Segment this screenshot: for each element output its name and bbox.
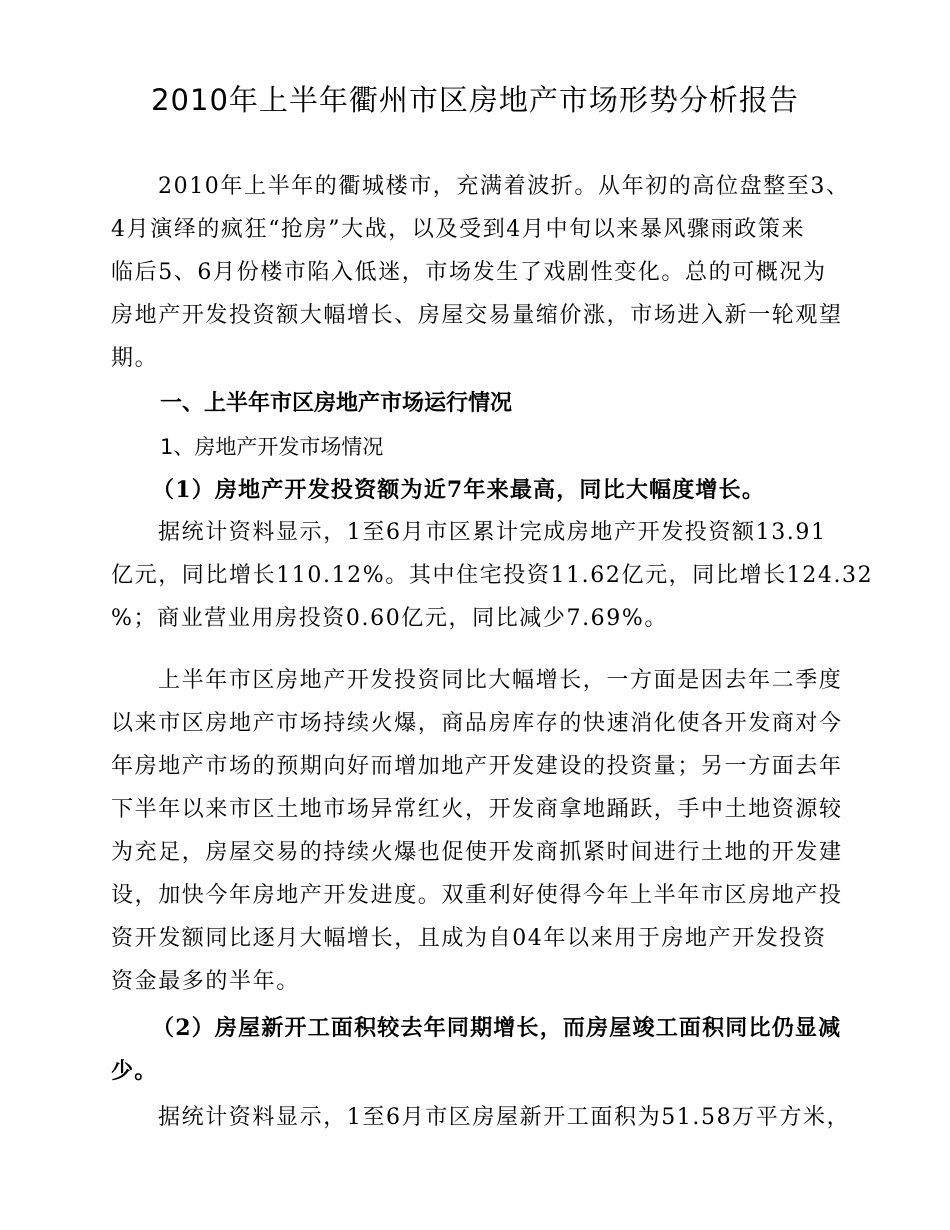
point-1-heading: （1）房地产开发投资额为近7年来最高，同比大幅度增长。 [152,477,766,503]
analysis-line-6: 设，加快今年房地产开发进度。双重利好使得今年上半年市区房地产投 [111,883,843,908]
point-1-line-3: %；商业营业用房投资0.60亿元，同比减少7.69%。 [111,606,668,631]
intro-line-3: 临后5、6月份楼市陷入低迷，市场发生了戏剧性变化。总的可概况为 [111,260,827,285]
point-2-line-1: 据统计资料显示，1至6月市区房屋新开工面积为51.58万平方米， [158,1105,851,1130]
intro-line-2: 4月演绎的疯狂“抢房”大战，以及受到4月中旬以来暴风骤雨政策来 [111,217,806,242]
intro-line-5: 期。 [111,346,159,371]
intro-line-1: 2010年上半年的衢城楼市，充满着波折。从年初的高位盘整至3、 [158,174,850,199]
analysis-line-4: 下半年以来市区土地市场异常红火，开发商拿地踊跃，手中土地资源较 [111,797,843,822]
point-1-line-2: 亿元，同比增长110.12%。其中住宅投资11.62亿元，同比增长124.32 [111,563,874,588]
analysis-line-2: 以来市区房地产市场持续火爆，商品房库存的快速消化使各开发商对今 [111,711,843,736]
document-title: 2010年上半年衢州市区房地产市场形势分析报告 [151,83,799,117]
point-2-heading-line-1: （2）房屋新开工面积较去年同期增长，而房屋竣工面积同比仍显减 [152,1015,842,1041]
subsection-heading-1-1: 1、房地产开发市场情况 [160,435,384,459]
point-2-heading-line-2: 少。 [111,1058,158,1084]
analysis-line-1: 上半年市区房地产开发投资同比大幅增长，一方面是因去年二季度 [158,668,843,693]
analysis-line-8: 资金最多的半年。 [111,969,300,994]
analysis-line-5: 为充足，房屋交易的持续火爆也促使开发商抓紧时间进行土地的开发建 [111,840,843,865]
analysis-line-3: 年房地产市场的预期向好而增加地产开发建设的投资量；另一方面去年 [111,754,843,779]
intro-line-4: 房地产开发投资额大幅增长、房屋交易量缩价涨，市场进入新一轮观望 [111,303,843,328]
analysis-line-7: 资开发额同比逐月大幅增长，且成为自04年以来用于房地产开发投资 [111,926,827,951]
section-heading-1: 一、上半年市区房地产市场运行情况 [160,391,513,416]
point-1-line-1: 据统计资料显示，1至6月市区累计完成房地产开发投资额13.91 [158,520,827,545]
